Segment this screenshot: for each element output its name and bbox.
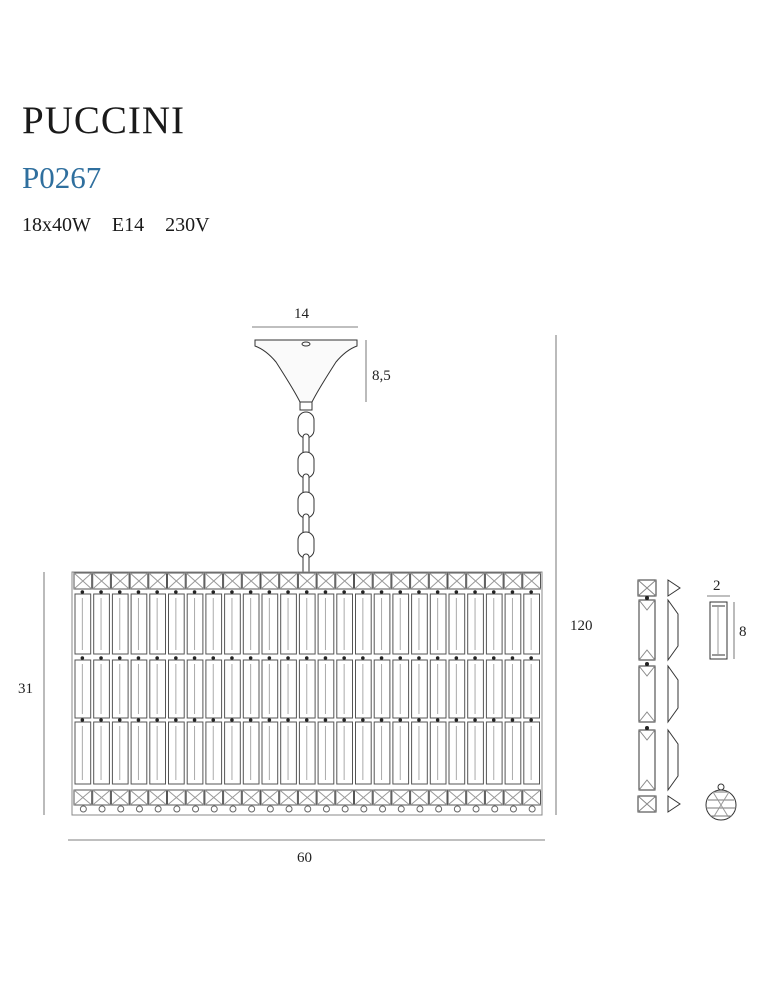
crystal-rows (74, 573, 541, 812)
crystal-width-label: 2 (713, 578, 721, 594)
body-height-label: 31 (18, 681, 33, 697)
spec-wattage: 18x40W (22, 214, 91, 236)
product-specs (22, 214, 226, 237)
canopy-width-label: 14 (294, 306, 309, 322)
total-height-label: 120 (570, 618, 593, 634)
lamp-body (72, 572, 542, 815)
canopy-height-label: 8,5 (372, 368, 391, 384)
technical-drawing (0, 290, 774, 890)
crystal-strand-detail (638, 580, 680, 812)
chain (298, 412, 314, 576)
canopy (255, 340, 357, 410)
spec-voltage: 230V (165, 214, 210, 236)
body-width-label: 60 (297, 850, 312, 866)
product-code: P0267 (22, 160, 102, 195)
spec-socket: E14 (111, 214, 145, 236)
crystal-height-label: 8 (739, 624, 747, 640)
product-name: PUCCINI (22, 99, 186, 142)
crystal-ball-detail (706, 784, 736, 820)
